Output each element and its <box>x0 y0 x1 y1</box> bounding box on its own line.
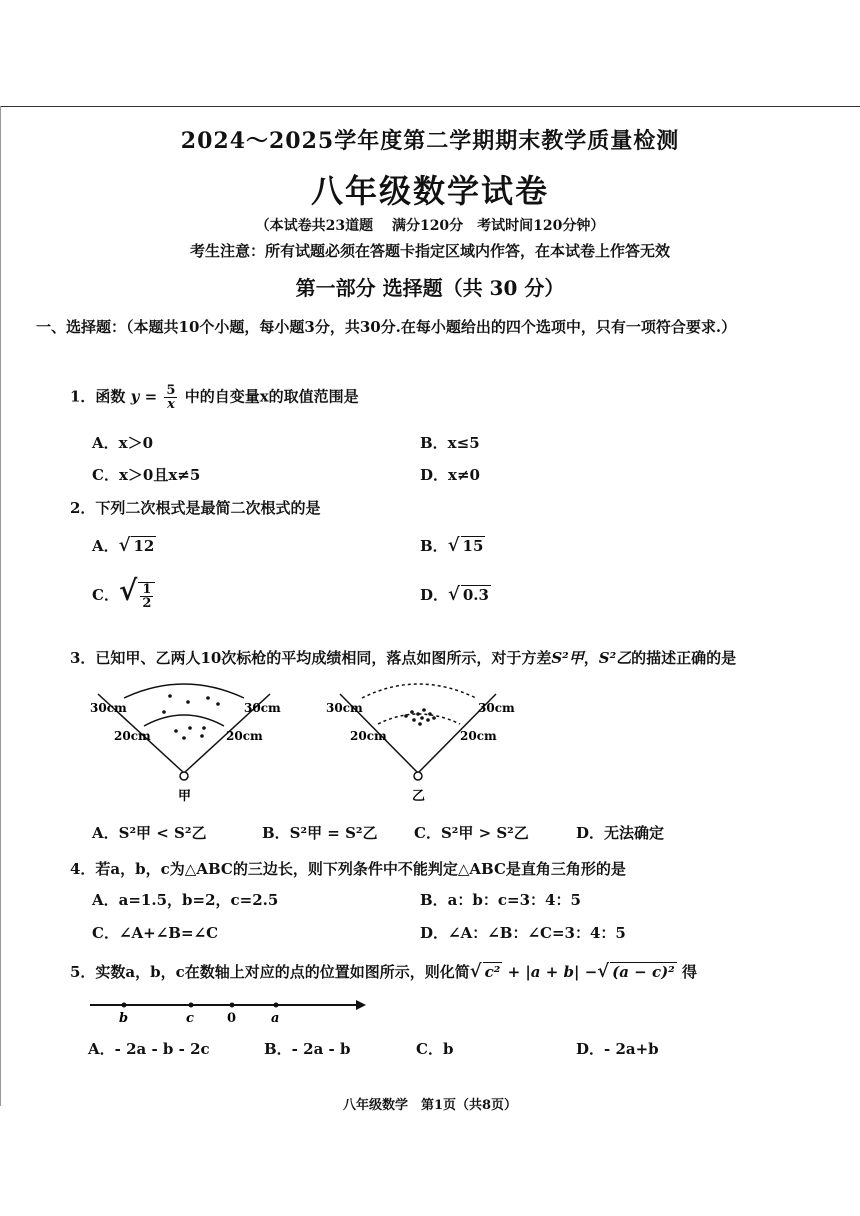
sqrt-sign: √ <box>448 584 460 605</box>
name-yi: 乙 <box>412 789 426 804</box>
label-30cm-right: 30cm <box>478 701 515 715</box>
point <box>174 729 178 733</box>
point-b <box>122 1003 127 1008</box>
label-zero: 0 <box>227 1011 237 1026</box>
point <box>418 722 422 726</box>
q1-option-b: B．x≤5 <box>420 434 480 452</box>
q3-figure <box>80 676 520 806</box>
q2-option-c <box>92 574 157 610</box>
label-20cm-left: 20cm <box>114 729 151 743</box>
q4-option-b: B．a：b：c=3：4：5 <box>420 891 581 909</box>
q2-c-label: C． <box>92 586 119 604</box>
question-3-stem <box>70 647 736 668</box>
point <box>428 712 432 716</box>
point <box>416 712 420 716</box>
q4-option-a: A．a=1.5，b=2，c=2.5 <box>92 891 279 909</box>
q3-stem-end: 的描述正确的是 <box>631 649 737 667</box>
exam-notice: 考生注意：所有试题必须在答题卡指定区域内作答，在本试卷上作答无效 <box>189 242 670 260</box>
vertex-point <box>414 772 422 780</box>
axis-arrow <box>356 1000 366 1010</box>
question-2-stem: 2．下列二次根式是最简二次根式的是 <box>70 499 321 517</box>
arc-20cm <box>378 714 460 724</box>
q2-option-a <box>92 535 156 556</box>
sqrt-sign: √ <box>597 961 610 982</box>
q3-option-d: D．无法确定 <box>576 824 665 842</box>
page-footer: 八年级数学 第1页（共8页） <box>342 1098 518 1113</box>
label-30cm-left: 30cm <box>326 701 363 715</box>
q2-a-label: A． <box>92 537 119 555</box>
exam-info: （本试卷共23道题 满分120分 考试时间120分钟） <box>255 218 605 234</box>
label-30cm-right: 30cm <box>244 701 281 715</box>
q5-option-c: C．b <box>416 1040 454 1058</box>
label-c: c <box>186 1011 194 1026</box>
point <box>162 710 166 714</box>
q5-expr-ac2: (a − c)² <box>612 963 675 981</box>
point <box>412 718 416 722</box>
question-4-stem: 4．若a，b，c为△ABC的三边长，则下列条件中不能判定△ABC是直角三角形的是 <box>70 860 626 878</box>
name-jia: 甲 <box>178 789 192 804</box>
q1-suffix: 中的自变量x的取值范围是 <box>184 387 359 406</box>
page-top-border <box>0 106 860 107</box>
figure-yi <box>326 684 515 804</box>
point <box>426 718 430 722</box>
q3-option-a: A．S²甲 < S²乙 <box>92 824 207 842</box>
q2-option-d <box>420 584 491 605</box>
q5-expr-abs: + |a + b| − <box>507 963 598 981</box>
label-30cm-left: 30cm <box>90 701 127 715</box>
q2-d-label: D． <box>420 586 449 604</box>
figure-jia <box>90 684 281 804</box>
q1-option-d: D．x≠0 <box>420 466 480 484</box>
q1-prefix: 1．函数 <box>70 387 126 406</box>
point <box>410 710 414 714</box>
point <box>432 716 436 720</box>
point <box>420 716 424 720</box>
q3-option-c: C．S²甲 > S²乙 <box>414 824 529 842</box>
point-zero <box>230 1003 235 1008</box>
q2-a-radicand: 12 <box>133 537 155 555</box>
point <box>168 694 172 698</box>
exam-title: 2024～2025学年度第二学期期末教学质量检测 <box>180 128 680 154</box>
q2-b-radicand: 15 <box>462 537 484 555</box>
point <box>186 700 190 704</box>
point <box>188 726 192 730</box>
question-5-stem <box>70 961 697 982</box>
q3-variance-yi: S²乙 <box>598 649 632 667</box>
q1-option-a: A．x＞0 <box>92 434 154 452</box>
point <box>216 702 220 706</box>
q1-option-c: C．x＞0且x≠5 <box>92 466 201 484</box>
q1-numerator: 5 <box>166 383 176 398</box>
point-c <box>189 1003 194 1008</box>
label-b: b <box>119 1011 129 1026</box>
q2-b-label: B． <box>420 537 448 555</box>
q5-option-b: B．- 2a - b <box>264 1040 351 1058</box>
section-instruction: 一、选择题：（本题共10个小题，每小题3分，共30分.在每小题给出的四个选项中，只有一项符合要求.） <box>36 318 737 336</box>
q5-option-a: A．- 2a - b - 2c <box>88 1040 210 1058</box>
arc-20cm <box>144 715 224 726</box>
q3-option-b: B．S²甲 = S²乙 <box>262 824 378 842</box>
sqrt-sign: √ <box>447 535 460 556</box>
point <box>200 734 204 738</box>
sqrt-sign: √ <box>118 574 138 607</box>
q3-stem-text: 3．已知甲、乙两人10次标枪的平均成绩相同，落点如图所示，对于方差 <box>70 649 552 667</box>
q4-option-c: C．∠A+∠B=∠C <box>92 924 219 942</box>
q4-option-d: D．∠A：∠B：∠C=3：4：5 <box>420 924 626 942</box>
q3-variance-jia: S²甲 <box>551 649 584 667</box>
label-20cm-left: 20cm <box>350 729 387 743</box>
q5-expr-c2: c² <box>484 963 501 981</box>
point <box>404 714 408 718</box>
point <box>206 696 210 700</box>
q1-denominator: x <box>167 397 175 412</box>
q1-y: y = <box>130 387 158 406</box>
arc-30cm <box>362 684 476 698</box>
q3-separator: ， <box>583 649 599 667</box>
q2-c-num: 1 <box>142 582 152 597</box>
q5-stem-text: 5．实数a，b，c在数轴上对应的点的位置如图所示，则化简 <box>70 963 470 981</box>
sqrt-sign: √ <box>118 535 131 556</box>
part-heading: 第一部分 选择题（共 30 分） <box>295 276 565 300</box>
q2-option-b <box>420 535 485 556</box>
point <box>422 708 426 712</box>
sqrt-sign: √ <box>469 961 482 982</box>
point-a <box>274 1003 279 1008</box>
q5-number-line <box>84 996 384 1026</box>
q5-stem-end: 得 <box>682 963 698 981</box>
q2-d-radicand: 0.3 <box>462 586 489 604</box>
point <box>182 736 186 740</box>
q5-option-d: D．- 2a+b <box>576 1040 659 1058</box>
q1-fraction <box>164 384 177 411</box>
question-1-stem <box>70 384 359 411</box>
exam-subject-title: 八年级数学试卷 <box>310 172 549 210</box>
label-20cm-right: 20cm <box>226 729 263 743</box>
arc-30cm <box>124 684 244 698</box>
label-20cm-right: 20cm <box>460 729 497 743</box>
q2-c-fraction <box>138 582 155 610</box>
q2-c-den: 2 <box>142 596 152 611</box>
vertex-point <box>180 772 188 780</box>
point <box>202 726 206 730</box>
label-a: a <box>271 1011 280 1026</box>
